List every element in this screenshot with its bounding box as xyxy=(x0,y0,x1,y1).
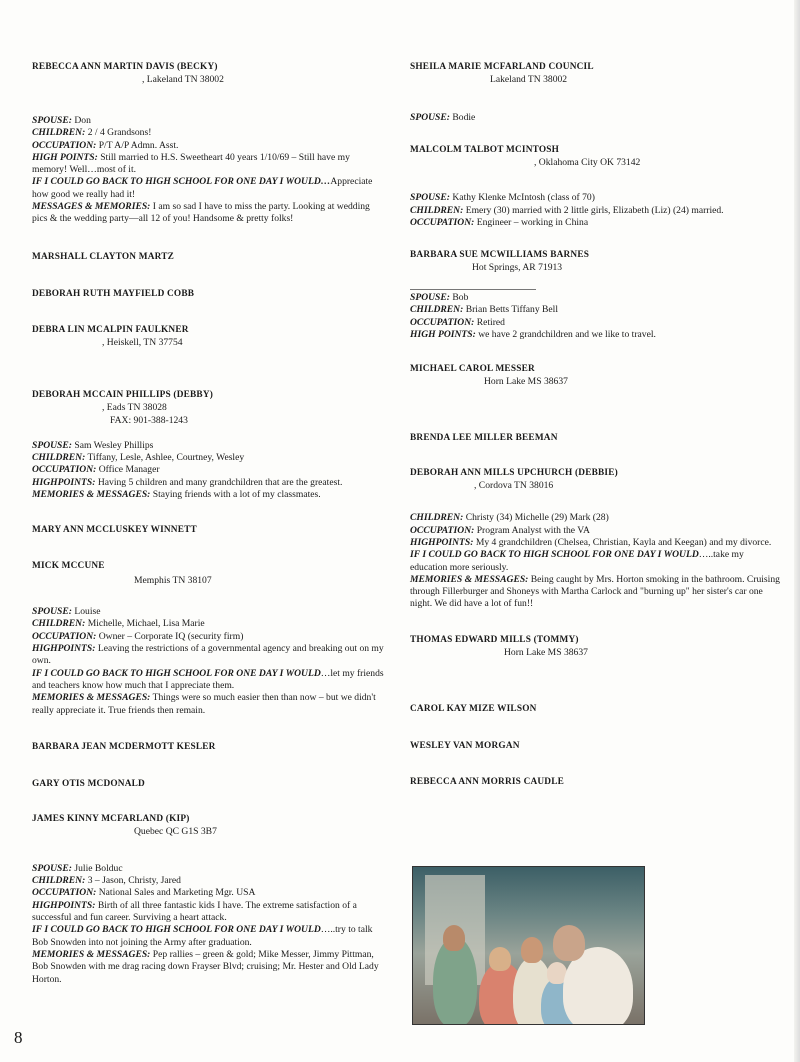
memories-label: MEMORIES & MESSAGES: xyxy=(410,573,529,585)
children-label: CHILDREN: xyxy=(410,304,464,316)
highpoints-value: Having 5 children and many grandchildren that are the greatest. xyxy=(95,476,343,488)
classmate-name: WESLEY VAN MORGAN xyxy=(410,740,520,751)
classmate-address: , Oklahoma City OK 73142 xyxy=(534,157,641,169)
children-label: CHILDREN: xyxy=(32,451,86,463)
children-value: Emery (30) married with 2 little girls, Elizabeth (Liz) (24) married. xyxy=(463,204,724,216)
highpoints-value: we have 2 grandchildren and we like to travel. xyxy=(475,329,656,341)
classmate-name: JAMES KINNY MCFARLAND (KIP) xyxy=(32,813,190,824)
page-number: 8 xyxy=(14,1028,23,1047)
spouse-value: Don xyxy=(71,115,91,126)
classmate-name: BRENDA LEE MILLER BEEMAN xyxy=(410,433,558,444)
classmate-address: Lakeland TN 38002 xyxy=(490,74,568,85)
spouse-label: SPOUSE: xyxy=(32,115,72,126)
right-column xyxy=(410,62,780,787)
memories-label: MESSAGES & MEMORIES: xyxy=(32,201,151,213)
occupation-label: OCCUPATION: xyxy=(32,464,97,476)
occupation-value: Office Manager xyxy=(96,464,160,476)
children-label: CHILDREN: xyxy=(32,875,86,887)
entry-barnes xyxy=(410,250,780,341)
spouse-label: SPOUSE: xyxy=(410,292,450,304)
highpoints-label: HIGHPOINTS: xyxy=(410,536,474,548)
classmate-name: DEBORAH ANN MILLS UPCHURCH (DEBBIE) xyxy=(410,468,618,479)
if-i-could-label: IF I COULD GO BACK TO HIGH SCHOOL FOR ONE DAY I WOULD xyxy=(32,667,321,679)
spouse-value: Bodie xyxy=(449,112,476,123)
spouse-value: Kathy Klenke McIntosh (class of 70) xyxy=(449,192,595,204)
classmate-address: Hot Springs, AR 71913 xyxy=(472,262,563,274)
classmate-name: DEBORAH RUTH MAYFIELD COBB xyxy=(32,288,195,299)
person-face xyxy=(489,947,511,971)
spouse-label: SPOUSE: xyxy=(32,862,72,874)
highpoints-value: Birth of all three fantastic kids I have. The extreme satisfaction of a successful and fun career. Surviving a heart attack. xyxy=(32,899,357,924)
memories-value: Being caught by Mrs. Horton smoking in the bathroom. Cruising through Fillerburger and Shoneys with Martha Carlock and "burning up" her sister's car one night. We did have a lot of fun!! xyxy=(410,573,780,610)
classmate-name: MALCOLM TALBOT MCINTOSH xyxy=(410,145,560,156)
memories-label: MEMORIES & MESSAGES: xyxy=(32,692,151,704)
left-column xyxy=(32,62,387,986)
children-label: CHILDREN: xyxy=(32,618,86,630)
occupation-label: OCCUPATION: xyxy=(32,887,97,899)
occupation-label: OCCUPATION: xyxy=(410,524,475,536)
spouse-value: Sam Wesley Phillips xyxy=(71,439,154,451)
if-i-could-label: IF I COULD GO BACK TO HIGH SCHOOL FOR ONE DAY I WOULD… xyxy=(32,176,331,188)
highpoints-label: HIGHPOINTS: xyxy=(32,899,96,911)
if-i-could-value: …..try to talk Bob Snowden into not joining the Army after graduation. xyxy=(32,924,373,948)
classmate-name: THOMAS EDWARD MILLS (TOMMY) xyxy=(410,634,579,645)
entry-davis xyxy=(32,62,387,226)
classmate-name: REBECCA ANN MARTIN DAVIS (BECKY) xyxy=(32,62,218,72)
classmate-name: REBECCA ANN MORRIS CAUDLE xyxy=(410,776,565,787)
if-i-could-value: …let my friends and teachers know how much that I appreciate them. xyxy=(32,667,384,691)
classmate-name: MICHAEL CAROL MESSER xyxy=(410,364,535,375)
entry-upchurch xyxy=(410,468,780,610)
highpoints-value: Still married to H.S. Sweetheart 40 years 1/10/69 – Still have my memory! Well…most of it. xyxy=(32,151,350,176)
spouse-value: Bob xyxy=(449,292,469,304)
entry-mills xyxy=(410,635,780,658)
classmate-name: GARY OTIS MCDONALD xyxy=(32,778,145,789)
classmate-address: , Lakeland TN 38002 xyxy=(142,74,224,85)
classmate-address: , Heiskell, TN 37754 xyxy=(102,336,183,348)
classmate-name: MICK MCCUNE xyxy=(32,561,105,572)
entry-phillips xyxy=(32,390,387,501)
fax-number: FAX: 901-388-1243 xyxy=(110,414,188,426)
if-i-could-label: IF I COULD GO BACK TO HIGH SCHOOL FOR ONE DAY I WOULD xyxy=(32,924,321,936)
classmate-name: CAROL KAY MIZE WILSON xyxy=(410,703,537,714)
memories-label: MEMORIES & MESSAGES: xyxy=(32,948,151,960)
memories-value: Staying friends with a lot of my classmates. xyxy=(150,488,321,500)
occupation-value: Engineer – working in China xyxy=(474,216,589,228)
memories-value: Things were so much easier then than now – but we didn't really appreciate it. True friends then remain. xyxy=(32,692,376,716)
children-value: 3 – Jason, Christy, Jared xyxy=(85,875,181,887)
entry-faulkner xyxy=(32,325,387,348)
spouse-label: SPOUSE: xyxy=(32,606,72,618)
occupation-value: Program Analyst with the VA xyxy=(474,524,590,536)
spouse-label: SPOUSE: xyxy=(32,439,72,451)
classmate-name: MARY ANN MCCLUSKEY WINNETT xyxy=(32,525,197,536)
group-photo xyxy=(412,866,645,1025)
entry-messer xyxy=(410,364,780,387)
occupation-value: National Sales and Marketing Mgr. USA xyxy=(96,887,256,899)
person-face xyxy=(521,937,543,963)
classmate-address: Horn Lake MS 38637 xyxy=(504,646,588,658)
spouse-value: Julie Bolduc xyxy=(71,862,123,874)
classmate-name: DEBRA LIN MCALPIN FAULKNER xyxy=(32,324,189,335)
person-face xyxy=(443,925,465,951)
if-i-could-value: …..take my education more seriously. xyxy=(410,549,744,573)
entry-kip xyxy=(32,814,387,986)
occupation-label: OCCUPATION: xyxy=(410,316,475,328)
occupation-label: OCCUPATION: xyxy=(32,139,97,151)
highpoints-label: HIGHPOINTS: xyxy=(32,476,96,488)
occupation-label: OCCUPATION: xyxy=(410,216,475,228)
person-face xyxy=(553,925,585,961)
classmate-name: SHEILA MARIE MCFARLAND COUNCIL xyxy=(410,62,594,72)
children-value: Christy (34) Michelle (29) Mark (28) xyxy=(463,512,609,524)
page-binding-edge xyxy=(794,0,800,1062)
divider-line xyxy=(410,289,536,290)
spouse-value: Louise xyxy=(71,606,101,618)
spouse-label: SPOUSE: xyxy=(410,112,450,123)
classmate-name: MARSHALL CLAYTON MARTZ xyxy=(32,251,175,262)
occupation-value: Owner – Corporate IQ (security firm) xyxy=(96,630,244,642)
children-value: Michelle, Michael, Lisa Marie xyxy=(85,618,205,630)
highpoints-value: Leaving the restrictions of a governmental agency and breaking out on my own. xyxy=(32,643,384,667)
children-label: CHILDREN: xyxy=(410,512,464,524)
memories-label: MEMORIES & MESSAGES: xyxy=(32,488,151,500)
children-label: CHILDREN: xyxy=(32,127,86,139)
children-value: 2 / 4 Grandsons! xyxy=(85,127,152,139)
classmate-address: , Cordova TN 38016 xyxy=(474,480,554,492)
spouse-label: SPOUSE: xyxy=(410,192,450,204)
classmate-name: BARBARA JEAN MCDERMOTT KESLER xyxy=(32,741,216,752)
children-value: Brian Betts Tiffany Bell xyxy=(463,304,559,316)
classmate-name: DEBORAH MCCAIN PHILLIPS (DEBBY) xyxy=(32,389,214,400)
children-value: Tiffany, Lesle, Ashlee, Courtney, Wesley xyxy=(85,451,245,463)
highpoints-label: HIGHPOINTS: xyxy=(32,643,96,655)
entry-mcintosh xyxy=(410,145,780,229)
classmate-address: Horn Lake MS 38637 xyxy=(484,376,568,388)
entry-mccune xyxy=(32,561,387,717)
entry-council xyxy=(410,62,780,124)
highpoints-label: HIGH POINTS: xyxy=(32,151,98,163)
if-i-could-value: Appreciate how good we really had it! xyxy=(32,176,373,200)
classmate-address: Memphis TN 38107 xyxy=(134,575,212,587)
classmate-name: BARBARA SUE MCWILLIAMS BARNES xyxy=(410,250,590,261)
occupation-value: Retired xyxy=(474,316,505,328)
classmate-address: , Eads TN 38028 xyxy=(102,401,167,413)
highpoints-value: My 4 grandchildren (Chelsea, Christian, Kayla and Keegan) and my divorce. xyxy=(473,536,772,548)
if-i-could-label: IF I COULD GO BACK TO HIGH SCHOOL FOR ONE DAY I WOULD xyxy=(410,549,699,561)
occupation-value: P/T A/P Admn. Asst. xyxy=(96,139,179,151)
occupation-label: OCCUPATION: xyxy=(32,630,97,642)
classmate-address: Quebec QC G1S 3B7 xyxy=(134,825,217,837)
highpoints-label: HIGH POINTS: xyxy=(410,329,476,341)
memories-value: Pep rallies – green & gold; Mike Messer, Jimmy Pittman, Bob Snowden with me drag racing down Frayser Blvd; cruising; Mr. Hester and Old Lady Horton. xyxy=(32,948,379,985)
children-label: CHILDREN: xyxy=(410,204,464,216)
memories-value: I am so sad I have to miss the party. Looking at wedding pics & the wedding party—all 12 of you! Handsome & pretty folks! xyxy=(32,201,370,225)
